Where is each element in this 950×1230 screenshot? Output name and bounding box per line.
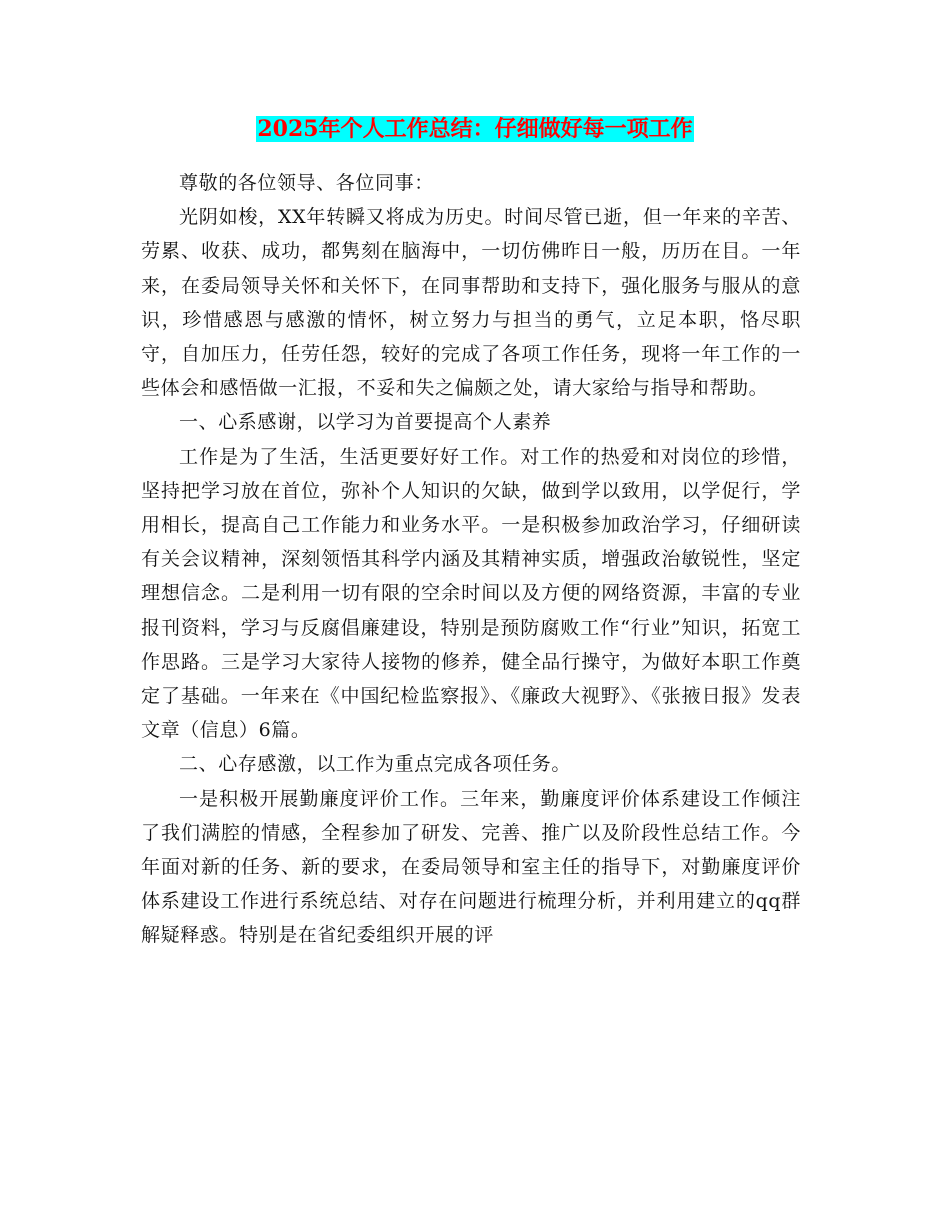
section-2-paragraph: 一是积极开展勤廉度评价工作。三年来，勤廉度评价体系建设工作倾注了我们满腔的情感，全程参加了研发、完善、推广以及阶段性总结工作。今年面对新的任务、新的要求，在委局领导和室主任的指导下，对勤廉度评价体系建设工作进行系统总结、对存在问题进行梳理分析，并利用建立的qq群解疑释惑。特别是在省纪委组织开展的评 bbox=[141, 787, 801, 947]
salutation-paragraph: 尊敬的各位领导、各位同事： bbox=[179, 172, 434, 194]
section-heading-2: 二、心存感激，以工作为重点完成各项任务。 bbox=[179, 753, 572, 776]
title-highlight: 2025年个人工作总结：仔细做好每一项工作 bbox=[257, 116, 693, 142]
document-title bbox=[0, 113, 950, 145]
intro-paragraph: 光阴如梭，XX年转瞬又将成为历史。时间尽管已逝，但一年来的辛苦、劳累、收获、成功，都隽刻在脑海中，一切仿佛昨日一般，历历在目。一年来，在委局领导关怀和关怀下，在同事帮助和支持下，强化服务与服从的意识，珍惜感恩与感激的情怀，树立努力与担当的勇气，立足本职，恪尽职守，自加压力，任劳任怨，较好的完成了各项工作任务，现将一年工作的一些体会和感悟做一汇报，不妥和失之偏颇之处，请大家给与指导和帮助。 bbox=[141, 206, 801, 400]
document-body bbox=[141, 166, 801, 953]
section-heading-1: 一、心系感谢，以学习为首要提高个人素养 bbox=[179, 411, 552, 434]
section-1-paragraph: 工作是为了生活，生活更要好好工作。对工作的热爱和对岗位的珍惜，坚持把学习放在首位，弥补个人知识的欠缺，做到学以致用，以学促行，学用相长，提高自己工作能力和业务水平。一是积极参加政治学习，仔细研读有关会议精神，深刻领悟其科学内涵及其精神实质，增强政治敏锐性，坚定理想信念。二是利用一切有限的空余时间以及方便的网络资源，丰富的专业报刊资料，学习与反腐倡廉建设，特别是预防腐败工作“行业”知识，拓宽工作思路。三是学习大家待人接物的修养，健全品行操守，为做好本职工作奠定了基础。一年来在《中国纪检监察报》、《廉政大视野》、《张掖日报》发表文章（信息）6篇。 bbox=[141, 445, 801, 742]
